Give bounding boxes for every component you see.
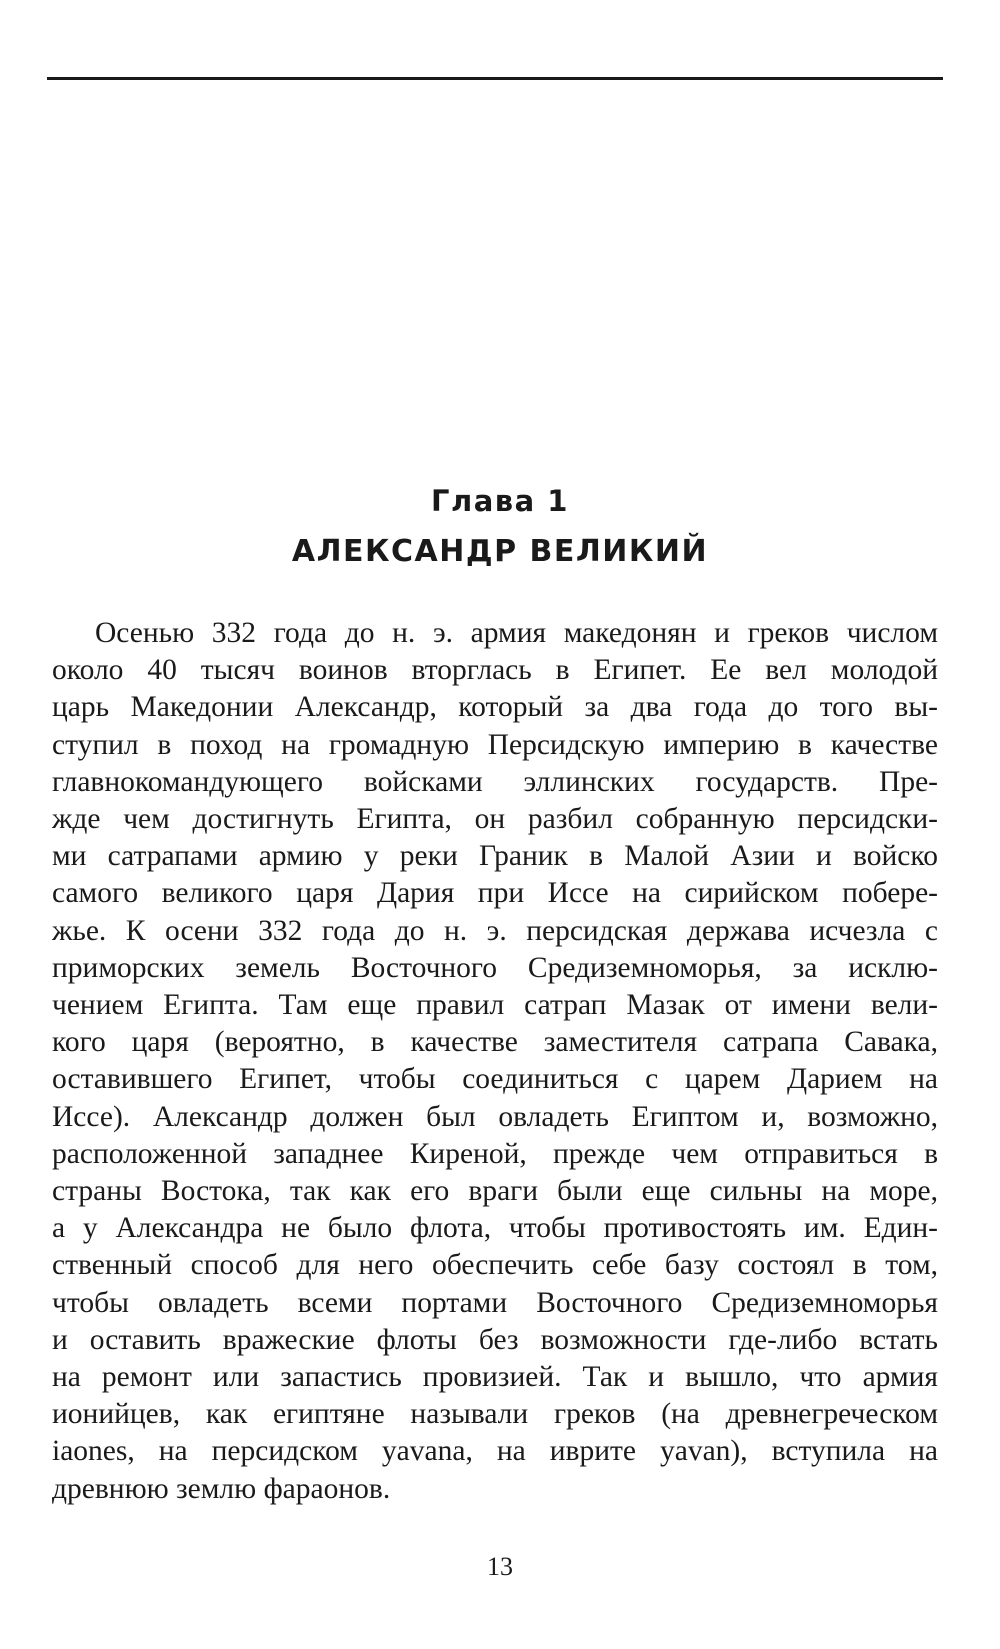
page-number: 13 (487, 1552, 513, 1581)
text-line: жде чем достигнуть Египта, он разбил собранную персидски- (52, 803, 938, 836)
text-line: на ремонт или запастись провизией. Так и вышло, что армия (52, 1361, 938, 1394)
text-line: ственный способ для него обеспечить себе базу состоял в том, (52, 1249, 938, 1282)
text-line: жье. К осени 332 года до н. э. персидская держава исчезла с (52, 914, 938, 947)
chapter-title: АЛЕКСАНДР ВЕЛИКИЙ (291, 534, 709, 569)
text-line: главнокомандующего войсками эллинских государств. Пре- (52, 765, 938, 798)
text-line: самого великого царя Дария при Иссе на сирийском побере- (52, 877, 938, 910)
header-rule (47, 77, 943, 80)
text-line: страны Востока, так как его враги были еще сильны на море, (52, 1175, 938, 1208)
text-line: оставившего Египет, чтобы соединиться с царем Дарием на (52, 1063, 938, 1096)
text-line: а у Александра не было флота, чтобы противостоять им. Един- (52, 1212, 938, 1245)
text-line: ступил в поход на громадную Персидскую империю в качестве (52, 728, 938, 761)
text-line: древнюю землю фараонов. (52, 1472, 391, 1505)
text-line: царь Македонии Александр, который за два года до того вы- (52, 691, 938, 724)
text-line: чением Египта. Там еще правил сатрап Мазак от имени вели- (52, 989, 938, 1022)
text-line: ионийцев, как египтяне называли греков (на древнегреческом (52, 1398, 938, 1431)
text-line: Иссе). Александр должен был овладеть Египтом и, возможно, (52, 1100, 938, 1133)
text-line: расположенной западнее Киреной, прежде чем отправиться в (52, 1137, 938, 1170)
text-line: ми сатрапами армию у реки Граник в Малой Азии и войско (52, 840, 938, 873)
text-line: чтобы овладеть всеми портами Восточного Средиземноморья (52, 1286, 938, 1319)
text-line: кого царя (вероятно, в качестве заместителя сатрапа Савака, (52, 1026, 938, 1059)
chapter-label: Глава 1 (431, 484, 569, 518)
body-paragraph (52, 615, 938, 1508)
text-line: и оставить вражеские флоты без возможности где-либо встать (52, 1323, 938, 1356)
text-line: iaones, на персидском yavana, на иврите yavan), вступила на (52, 1435, 938, 1468)
text-line: около 40 тысяч воинов вторглась в Египет. Ее вел молодой (52, 654, 938, 687)
text-line: Осенью 332 года до н. э. армия македонян и греков числом (95, 617, 938, 649)
text-line: приморских земель Восточного Средиземноморья, за исклю- (52, 951, 938, 984)
